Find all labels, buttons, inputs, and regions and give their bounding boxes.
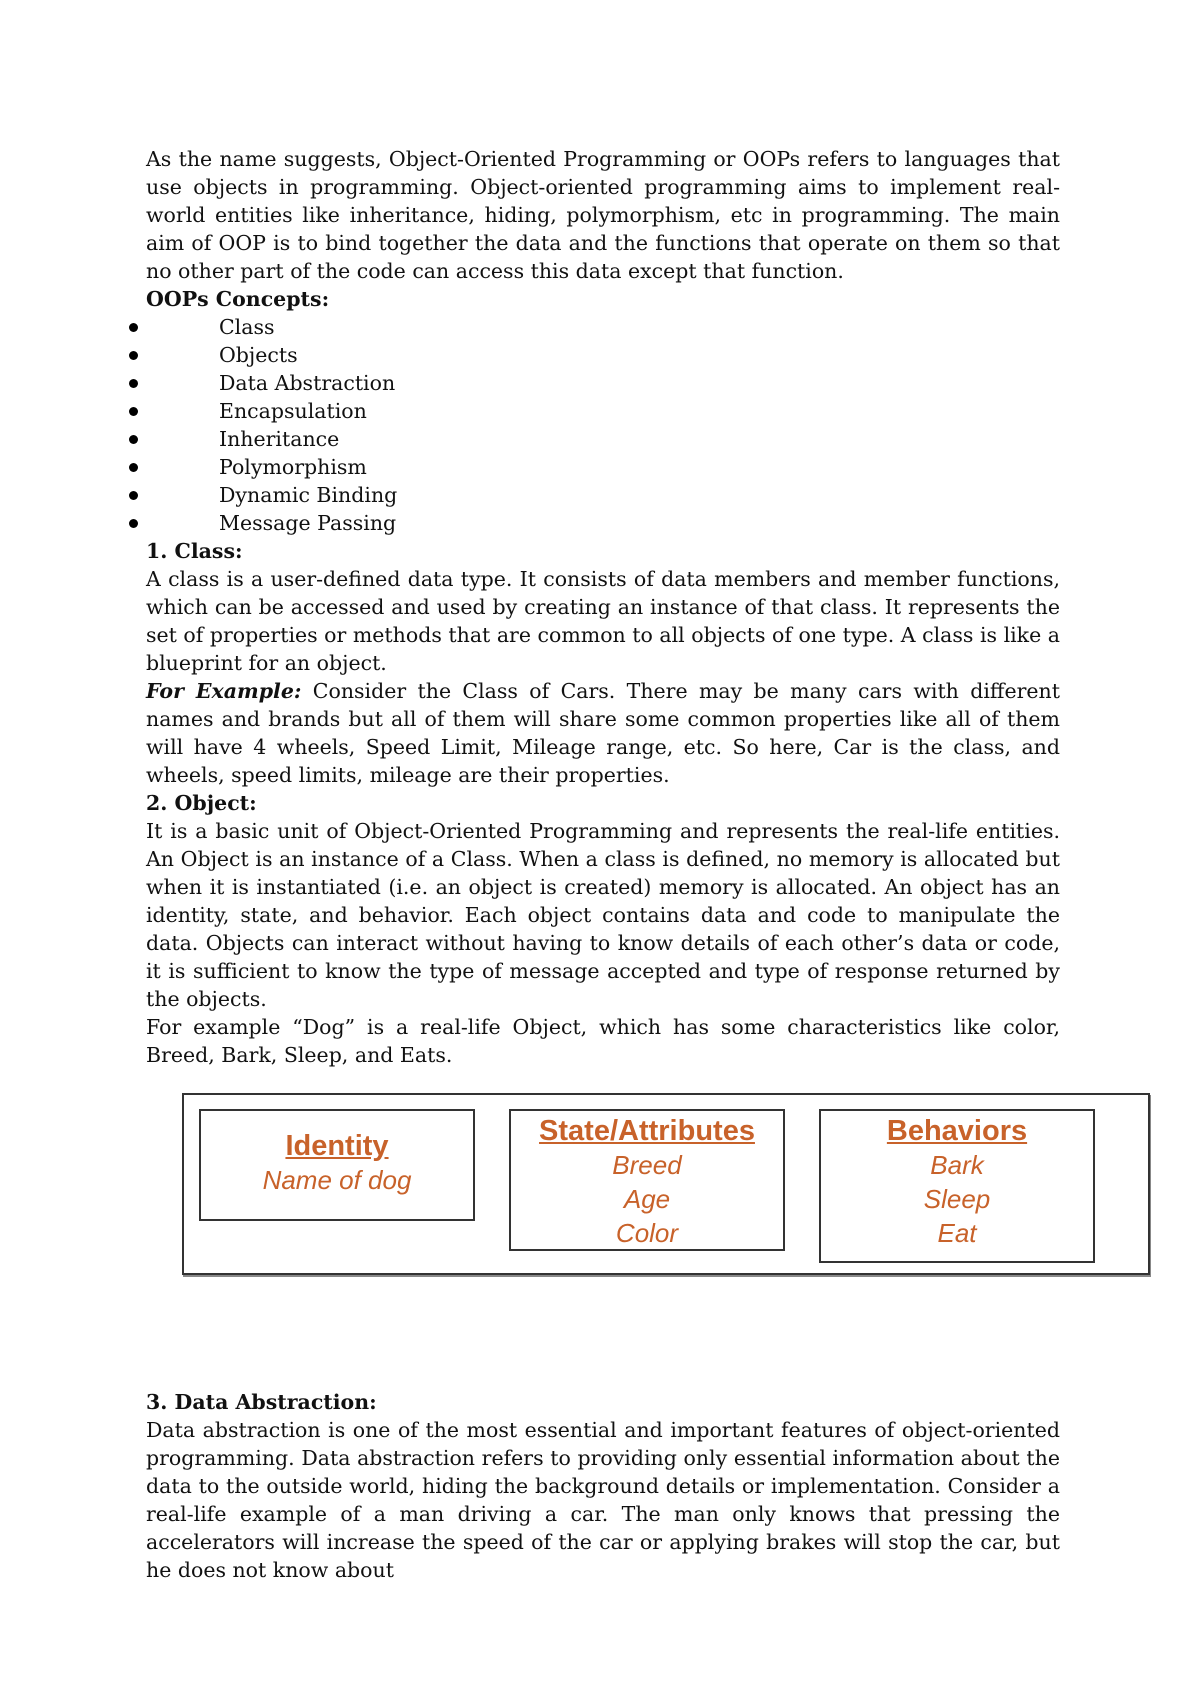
identity-line: Name of dog: [262, 1165, 412, 1195]
list-item: Dynamic Binding: [146, 481, 1060, 509]
dog-object-diagram: [182, 1093, 1150, 1275]
object-example-paragraph: For example “Dog” is a real-life Object, which has some characteristics like color, Breed, Bark, Sleep, and Eats.: [146, 1015, 1060, 1067]
identity-box: [199, 1109, 475, 1221]
list-item: Class: [146, 313, 1060, 341]
list-item: Encapsulation: [146, 397, 1060, 425]
example-text: Consider the Class of Cars. There may be many cars with different names and brands but all of them will share some common properties like all of them will have 4 wheels, Speed Limit, Mileage range, etc. So here, Car is the class, and wheels, speed limits, mileage are their properties.: [146, 679, 1060, 787]
object-heading: 2. Object:: [146, 791, 257, 815]
behaviors-box: [819, 1109, 1095, 1263]
state-line: Breed: [612, 1150, 682, 1180]
class-heading: 1. Class:: [146, 539, 243, 563]
abstraction-paragraph: Data abstraction is one of the most essential and important features of object-oriented programming. Data abstraction refers to providing only essential information about the data to the outside world, hiding the background details or implementation. Consider a real-life example of a man driving a car. The man only knows that pressing the accelerators will increase the speed of the car or applying brakes will stop the car, but he does not know about: [146, 1418, 1060, 1582]
list-item: Inheritance: [146, 425, 1060, 453]
state-line: Color: [615, 1218, 679, 1248]
concepts-list: [146, 313, 1060, 537]
list-item: Message Passing: [146, 509, 1060, 537]
behavior-line: Bark: [930, 1150, 984, 1180]
list-item: Polymorphism: [146, 453, 1060, 481]
state-line: Age: [623, 1184, 671, 1214]
identity-title: Identity: [285, 1130, 389, 1162]
list-item: Data Abstraction: [146, 369, 1060, 397]
class-paragraph: A class is a user-defined data type. It consists of data members and member functions, which can be accessed and used by creating an instance of that class. It represents the set of properties or methods that are common to all objects of one type. A class is like a blueprint for an object.: [146, 567, 1060, 675]
concepts-heading: OOPs Concepts:: [146, 287, 330, 311]
abstraction-section: [146, 1388, 1060, 1584]
document-body: [146, 145, 1060, 1069]
object-paragraph: It is a basic unit of Object-Oriented Programming and represents the real-life entities. An Object is an instance of a Class. When a class is defined, no memory is allocated but when it is instantiated (i.e. an object is created) memory is allocated. An object has an identity, state, and behavior. Each object contains data and code to manipulate the data. Objects can interact without having to know details of each other’s data or code, it is sufficient to know the type of message accepted and type of response returned by the objects.: [146, 819, 1060, 1011]
behaviors-title: Behaviors: [886, 1115, 1028, 1147]
intro-paragraph: As the name suggests, Object-Oriented Programming or OOPs refers to languages that use objects in programming. Object-oriented programming aims to implement real-world entities like inheritance, hiding, polymorphism, etc in programming. The main aim of OOP is to bind together the data and the functions that operate on them so that no other part of the code can access this data except that function.: [146, 147, 1060, 283]
list-item: Objects: [146, 341, 1060, 369]
class-example-paragraph: [146, 677, 1060, 789]
behavior-line: Sleep: [923, 1184, 991, 1214]
abstraction-heading: 3. Data Abstraction:: [146, 1390, 377, 1414]
behavior-line: Eat: [937, 1218, 977, 1248]
state-title: State/Attributes: [539, 1115, 755, 1147]
example-label: For Example:: [146, 679, 302, 703]
state-attributes-box: [509, 1109, 785, 1251]
